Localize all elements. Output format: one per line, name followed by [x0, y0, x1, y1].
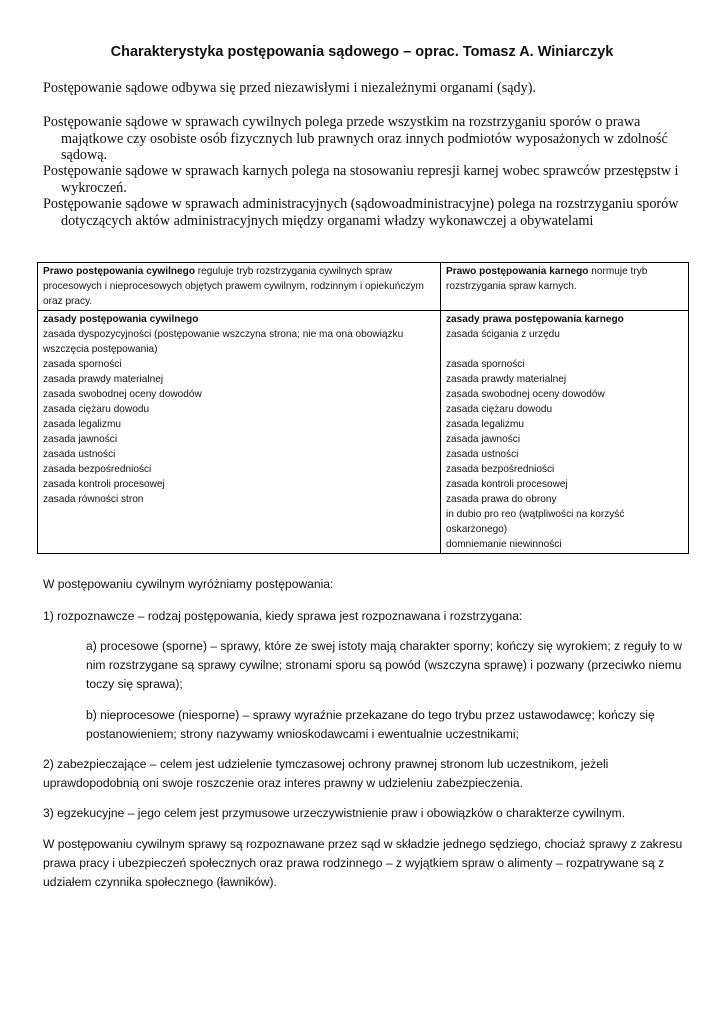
intro-paragraph: Postępowanie sądowe odbywa się przed niezawisłymi i niezależnymi organami (sądy).: [43, 80, 537, 96]
criminal-law-header-cell: [441, 263, 689, 311]
civil-principles-title: zasady postępowania cywilnego: [43, 314, 199, 325]
civil-law-header-text: reguluje tryb rozstrzygania cywilnych spraw procesowych i nieprocesowych objętych prawem cywilnym, rodzinnym i opiekuńczym oraz pracy.: [43, 266, 424, 307]
list-item: zasada bezpośredniości: [43, 464, 152, 475]
list-item: [446, 342, 684, 357]
administrative-proceedings-paragraph: Postępowanie sądowe w sprawach administracyjnych (sądowoadministracyjne) polega na rozstrzyganiu sporów dotyczących aktów administracyjnych między organami władzy wykonawczej a obywatelami: [43, 196, 679, 229]
criminal-law-header-text: normuje tryb rozstrzygania spraw karnych.: [446, 266, 648, 292]
list-item: zasada jawności: [446, 434, 521, 445]
list-item: zasada ciężaru dowodu: [43, 404, 150, 415]
comparison-table: [37, 262, 689, 554]
criminal-proceedings-paragraph: Postępowanie sądowe w sprawach karnych polega na stosowaniu represji karnej wobec sprawców przestępstw i wykroczeń.: [43, 163, 679, 196]
list-item-contentious: a) procesowe (sporne) – sprawy, które ze swej istoty mają charakter sporny; kończy się wyrokiem; z reguły to w nim rozstrzygane są sprawy cywilne; stronami sporu są powód (wszczyna sprawę) i pozwany (przeciwko niemu toczy się sprawa);: [86, 639, 682, 691]
list-item-non-contentious: b) nieprocesowe (niesporne) – sprawy wyraźnie przekazane do tego trybu przez ustawodawcę; kończy się postanowieniem; strony nazywamy wnioskodawcami i ewentualnie uczestnikami;: [86, 708, 655, 741]
criminal-law-header-term: Prawo postępowania karnego: [446, 266, 589, 277]
civil-principles-list: [43, 327, 436, 507]
list-item-protective: 2) zabezpieczające – celem jest udzielenie tymczasowej ochrony prawnej stronom lub uczestnikom, jeżeli uprawdopodobnią oni swoje roszczenie oraz interes prawny w udzieleniu zabezpieczenia.: [43, 757, 609, 790]
list-item-recognition: 1) rozpoznawcze – rodzaj postępowania, kiedy sprawa jest rozpoznawana i rozstrzygana:: [43, 609, 523, 623]
list-item: zasada swobodnej oceny dowodów: [446, 389, 605, 400]
list-item: zasada prawdy materialnej: [43, 374, 164, 385]
civil-principles-cell: [38, 311, 441, 554]
list-item: zasada bezpośredniości: [446, 464, 555, 475]
table-header-row: [38, 263, 689, 311]
list-item: zasada legalizmu: [43, 419, 121, 430]
civil-proceedings-paragraph: Postępowanie sądowe w sprawach cywilnych polega przede wszystkim na rozstrzyganiu sporów o prawa majątkowe czy osobiste osób fizycznych lub prawnych oraz innych podmiotów wyposażonych w zdolność sądową.: [43, 114, 668, 163]
list-item: zasada prawa do obrony: [446, 494, 557, 505]
list-item: zasada dyspozycyjności (postępowanie wszczyna strona; nie ma ona obowiązku wszczęcia postępowania): [43, 329, 404, 355]
list-item: zasada ścigania z urzędu: [446, 329, 560, 340]
proceedings-lead: W postępowaniu cywilnym wyróżniamy postępowania:: [43, 577, 334, 591]
list-item: zasada kontroli procesowej: [43, 479, 165, 490]
list-item: zasada ustności: [446, 449, 519, 460]
list-item: zasada legalizmu: [446, 419, 524, 430]
list-item: zasada swobodnej oceny dowodów: [43, 389, 202, 400]
list-item: zasada ustności: [43, 449, 116, 460]
list-item-enforcement: 3) egzekucyjne – jego celem jest przymusowe urzeczywistnienie praw i obowiązków o charakterze cywilnym.: [43, 806, 626, 820]
list-item: zasada kontroli procesowej: [446, 479, 568, 490]
list-item: zasada ciężaru dowodu: [446, 404, 553, 415]
list-item: zasada prawdy materialnej: [446, 374, 567, 385]
list-item: zasada jawności: [43, 434, 118, 445]
list-item: zasada sporności: [446, 359, 525, 370]
criminal-principles-list: [446, 327, 684, 552]
list-item: zasada równości stron: [43, 494, 144, 505]
list-item: in dubio pro reo (wątpliwości na korzyść oskarżonego): [446, 509, 625, 535]
document-title: Charakterystyka postępowania sądowego – oprac. Tomasz A. Winiarczyk: [110, 44, 614, 60]
civil-law-header-term: Prawo postępowania cywilnego: [43, 266, 195, 277]
table-principles-row: [38, 311, 689, 554]
list-item: domniemanie niewinności: [446, 539, 562, 550]
civil-law-header-cell: [38, 263, 441, 311]
list-item: zasada sporności: [43, 359, 122, 370]
criminal-principles-title: zasady prawa postępowania karnego: [446, 314, 624, 325]
criminal-principles-cell: [441, 311, 689, 554]
closing-paragraph: W postępowaniu cywilnym sprawy są rozpoznawane przez sąd w składzie jednego sędziego, chociaż sprawy z zakresu prawa pracy i ubezpieczeń społecznych oraz prawa rodzinnego – z wyjątkiem spraw o alimenty – rozpatrywane są z udziałem czynnika społecznego (ławników).: [43, 837, 683, 889]
